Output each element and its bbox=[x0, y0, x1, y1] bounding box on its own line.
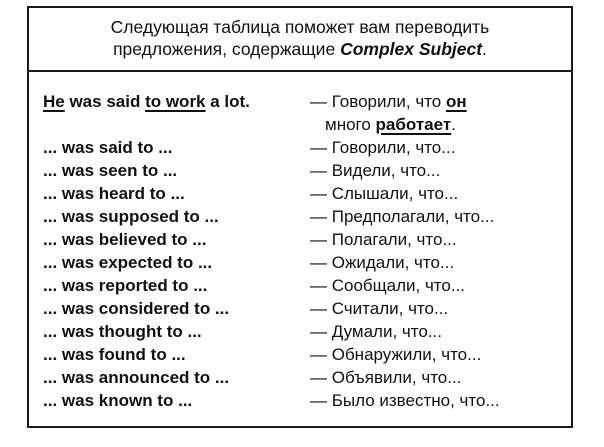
table-row bbox=[29, 366, 571, 389]
english-phrase: ... was considered to ... bbox=[43, 299, 230, 318]
example-rus-prefix: — Говорили, что bbox=[310, 92, 446, 111]
russian-translation: — Обнаружили, что... bbox=[310, 345, 482, 364]
table-row bbox=[29, 228, 571, 251]
russian-translation: — Говорили, что... bbox=[310, 138, 456, 157]
table-header bbox=[29, 8, 571, 72]
example-mid: was said bbox=[64, 92, 146, 111]
example-tail: a lot. bbox=[205, 92, 250, 111]
table-row bbox=[29, 297, 571, 320]
table-row bbox=[29, 320, 571, 343]
table-row bbox=[29, 136, 571, 159]
russian-translation: — Предполагали, что... bbox=[310, 207, 495, 226]
example-subject: He bbox=[43, 92, 65, 111]
russian-translation: — Объявили, что... bbox=[310, 368, 462, 387]
russian-translation: — Видели, что... bbox=[310, 161, 441, 180]
english-phrase: ... was believed to ... bbox=[43, 230, 207, 249]
example-rus-line2-prefix: много bbox=[325, 115, 376, 134]
example-russian-line-2 bbox=[325, 113, 456, 136]
russian-translation: — Было известно, что... bbox=[310, 391, 500, 410]
example-row bbox=[29, 90, 571, 113]
example-rus-verb: работает bbox=[375, 115, 452, 134]
english-phrase: ... was thought to ... bbox=[43, 322, 202, 341]
example-verb: to work bbox=[145, 92, 206, 111]
russian-translation: — Слышали, что... bbox=[310, 184, 459, 203]
english-phrase: ... was heard to ... bbox=[43, 184, 185, 203]
russian-translation: — Полагали, что... bbox=[310, 230, 457, 249]
header-complex-subject-term: Complex Subject bbox=[340, 39, 483, 59]
complex-subject-table-frame bbox=[27, 6, 573, 428]
table-row bbox=[29, 274, 571, 297]
english-phrase: ... was announced to ... bbox=[43, 368, 230, 387]
english-phrase: ... was expected to ... bbox=[43, 253, 213, 272]
russian-translation: — Считали, что... bbox=[310, 299, 449, 318]
english-phrase: ... was reported to ... bbox=[43, 276, 208, 295]
russian-translation: — Думали, что... bbox=[310, 322, 442, 341]
table-row bbox=[29, 182, 571, 205]
english-phrase: ... was supposed to ... bbox=[43, 207, 219, 226]
example-row-continuation bbox=[29, 113, 571, 136]
header-line-2-suffix: . bbox=[482, 39, 487, 59]
header-line-1: Следующая таблица поможет вам переводить bbox=[110, 17, 490, 37]
table-row bbox=[29, 389, 571, 412]
example-rus-line2-suffix: . bbox=[451, 115, 456, 134]
table-row bbox=[29, 251, 571, 274]
english-phrase: ... was said to ... bbox=[43, 138, 173, 157]
table-row bbox=[29, 205, 571, 228]
header-line-2 bbox=[29, 38, 571, 60]
russian-translation: — Ожидали, что... bbox=[310, 253, 455, 272]
table-row bbox=[29, 159, 571, 182]
english-phrase: ... was known to ... bbox=[43, 391, 193, 410]
english-phrase: ... was seen to ... bbox=[43, 161, 178, 180]
example-russian bbox=[310, 90, 467, 113]
example-rus-subject: он bbox=[445, 92, 467, 111]
english-phrase: ... was found to ... bbox=[43, 345, 186, 364]
russian-translation: — Сообщали, что... bbox=[310, 276, 466, 295]
table-row bbox=[29, 343, 571, 366]
example-english bbox=[43, 90, 250, 113]
header-line-2-prefix: предложения, содержащие bbox=[113, 39, 341, 59]
